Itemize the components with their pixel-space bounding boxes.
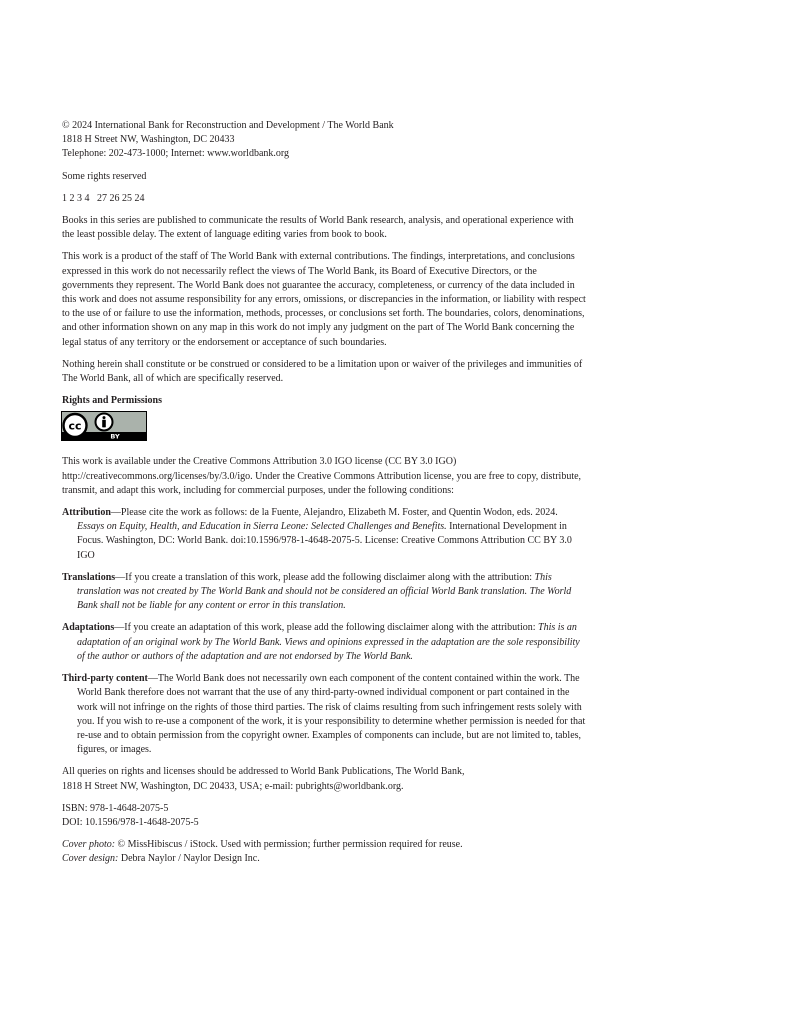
address-line: 1818 H Street NW, Washington, DC 20433 <box>62 134 235 146</box>
identifiers-block <box>62 802 586 830</box>
print-line: 1 2 3 4 27 26 25 24 <box>62 192 145 204</box>
third-party-paragraph: Third-party content—The World Bank does not necessarily own each component of the content contained within the work. The World Bank therefore does not warrant that the use of any third-party-owned individual component or part contained in the work will not infringe on the rights of those third parties. The risk of claims resulting from such infringement rests solely with you. If you wish to re-use a component of the work, it is your responsibility to determine whether permission is needed for that re-use and to obtain permission from the copyright owner. Examples of components can include, but are not limited to, tables, figures, or images. <box>62 673 586 756</box>
cover-design-text: Debra Naylor / Naylor Design Inc. <box>118 853 260 865</box>
by-logo-text: BY <box>110 432 120 441</box>
privileges-paragraph: Nothing herein shall constitute or be construed or considered to be a limitation upon or waiver of the privileges and immunities of The World Bank, all of which are specifically reserved. <box>62 358 583 385</box>
book-title: Essays on Equity, Health, and Education in Sierra Leone: Selected Challenges and Benefits. <box>77 521 447 533</box>
disclaimer-paragraph: This work is a product of the staff of The World Bank with external contributions. The findings, interpretations, and conclusions expressed in this work do not necessarily reflect the views of The World Bank, its Board of Executive Directors, or the governments they represent. The World Bank does not guarantee the accuracy, completeness, or currency of the data included in this work and does not assume responsibility for any errors, omissions, or discrepancies in the information, or liability with respect to the use of or failure to use the information, methods, processes, or conclusions set forth. The boundaries, colors, denominations, and other information shown on any map in this work do not imply any judgment on the part of The World Bank concerning the legal status of any territory or the endorsement or acceptance of such boundaries. <box>62 251 586 348</box>
queries-line: All queries on rights and licenses should be addressed to World Bank Publications, The World Bank, <box>62 766 465 778</box>
translations-text: If you create a translation of this work, please add the following disclaimer along with the attribution: <box>125 571 535 583</box>
cover-credits <box>62 838 586 866</box>
attribution-citation: International Development in Focus. Washington, DC: World Bank. doi:10.1596/978-1-4648-2075-5. License: Creative Commons Attribution CC BY 3.0 IGO <box>77 521 572 561</box>
adaptations-disclaimer: This is an adaptation of an original work by The World Bank. Views and opinions expressed in the adaptation are the sole responsibility of the author or authors of the adaptation and are not endorsed by The World Bank. <box>77 622 580 662</box>
doi: DOI: 10.1596/978-1-4648-2075-5 <box>62 816 199 828</box>
adaptations-label: Adaptations <box>62 622 115 634</box>
cover-photo-text: © MissHibiscus / iStock. Used with permission; further permission required for reuse. <box>115 839 463 851</box>
copyright-line: © 2024 International Bank for Reconstruction and Development / The World Bank <box>62 120 394 131</box>
queries-address: 1818 H Street NW, Washington, DC 20433, USA; e-mail: pubrights@worldbank.org. <box>62 780 404 792</box>
adaptations-text: If you create an adaptation of this work, please add the following disclaimer along with the attribution: <box>124 622 539 634</box>
attribution-paragraph: Attribution—Please cite the work as follows: de la Fuente, Alejandro, Elizabeth M. Foster, and Quentin Wodon, eds. 2024. Essays on Equity, Health, and Education in Sierra Leone: Selected Challenges and Benefits. International Development in Focus. Washington, DC: World Bank. doi:10.1596/978-1-4648-2075-5. License: Creative Commons Attribution CC BY 3.0 IGO <box>62 507 572 561</box>
translations-paragraph: Translations—If you create a translation of this work, please add the following disclaimer along with the attribution: This translation was not created by The World Bank and should not be considered an official World Bank translation. The World Bank shall not be liable for any content or error in this translation. <box>62 571 572 612</box>
license-intro: This work is available under the Creative Commons Attribution 3.0 IGO license (CC BY 3.0 IGO) http://creativecommons.org/licenses/by/3.0/igo. Under the Creative Commons Attribution license, you are free to copy, distribute, transmit, and adapt this work, including for commercial purposes, under the following conditions: <box>62 456 582 496</box>
third-party-text: The World Bank does not necessarily own each component of the content contained within the work. The World Bank therefore does not warrant that the use of any third-party-owned individual component or part contained in the work will not infringe on the rights of those third parties. The risk of claims resulting from such infringement rests solely with you. If you wish to re-use a component of the work, it is your responsibility to determine whether permission is needed for that re-use and to obtain permission from the copyright owner. Examples of components can include, but are not limited to, tables, figures, or images. <box>77 673 586 756</box>
copyright-page <box>62 119 586 867</box>
rights-reserved: Some rights reserved <box>62 170 147 182</box>
series-note: Books in this series are published to communicate the results of World Bank research, analysis, and operational experience with the least possible delay. The extent of language editing varies from book to book. <box>62 215 574 241</box>
translations-disclaimer: This translation was not created by The World Bank and should not be considered an official World Bank translation. The World Bank shall not be liable for any content or error in this translation. <box>77 571 572 612</box>
contact-line: Telephone: 202-473-1000; Internet: www.worldbank.org <box>62 148 290 160</box>
attribution-text: Please cite the work as follows: de la Fuente, Alejandro, Elizabeth M. Foster, and Quentin Wodon, eds. 2024. <box>120 507 558 519</box>
isbn: ISBN: 978-1-4648-2075-5 <box>62 802 169 814</box>
cover-design-label: Cover design: <box>62 853 119 865</box>
adaptations-paragraph: Adaptations—If you create an adaptation of this work, please add the following disclaimer along with the attribution: This is an adaptation of an original work by The World Bank. Views and opinions expressed in the adaptation are the sole responsibility of the author or authors of the adaptation and are not endorsed by The World Bank. <box>62 622 580 662</box>
cover-photo-credit <box>62 838 586 852</box>
cc-by-license-icon <box>61 411 147 441</box>
third-party-label: Third-party content <box>62 673 148 685</box>
cover-design-credit <box>62 852 586 866</box>
rights-heading: Rights and Permissions <box>62 395 163 407</box>
attribution-label: Attribution <box>62 507 111 519</box>
cover-photo-label: Cover photo: <box>62 839 116 851</box>
queries-block <box>62 765 586 793</box>
copyright-block <box>62 119 586 162</box>
cc-logo-text: cc <box>68 420 82 434</box>
translations-label: Translations <box>62 571 116 583</box>
